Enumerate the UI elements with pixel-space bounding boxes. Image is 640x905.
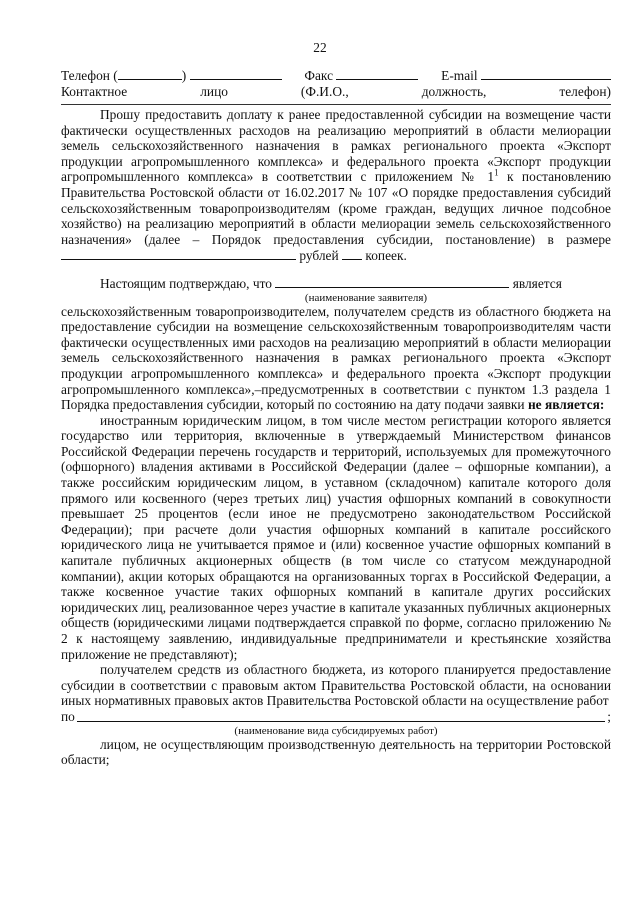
applicant-name-blank (275, 275, 509, 288)
contact-person-line (61, 84, 611, 100)
fax-field (304, 67, 418, 84)
confirm-bold: не является: (527, 397, 605, 413)
foreign-entity-paragraph: иностранным юридическим лицом, в том числе местом регистрации которого является государство или территория, включенные в утверждаемый Министерством финансов Российской Федерации перечень государств и территорий, используемых для промежуточного (офшорного) владения активами в Российской Федерации (далее – офшорные компании), а также российским юридическим лицом, в уставном (складочном) капитале которого доля прямого или косвенного (через третьих лиц) участия офшорных компаний в совокупности превышает 25 процентов (если иное не предусмотрено законодательством Российской Федерации); при расчете доли участия офшорных компаний в капитале российского юридического лица не учитывается прямое и (или) косвенное участие офшорных компаний в капитале публичных акционерных обществ (в том числе со статусом международной компании), акции которых обращаются на организованных торгах в Российской Федерации, а также косвенное участие таких офшорных компаний в капитале других российских юридических лиц, реализованное через участие в капитале указанных публичных акционерных обществ (юридическими лицами подтверждается справкой по форме, согласно приложению № 2 к настоящему заявлению, индивидуальные предприниматели и крестьянские хозяйства приложение не представляют); (61, 412, 611, 662)
works-blank (77, 709, 605, 722)
phone-word: телефон) (559, 83, 611, 99)
email-blank (481, 67, 611, 80)
spacer (61, 264, 611, 275)
phone-number-blank (190, 67, 282, 80)
recipient-paragraph: получателем средств из областного бюджета, из которого планируется предоставление субсидии в соответствии с правовым актом Правительства Ростовской области, на основании иных нормативных правовых актов Правительства Ростовской области на осуществление работ (61, 662, 611, 709)
confirm-line (61, 275, 611, 292)
contact-separator-line (61, 104, 611, 105)
confirm-text: сельскохозяйственным товаропроизводителем, получателем средств из областного бюджета на предоставление субсидии на возмещение сельскохозяйственным товаропроизводителям части фактически осуществленных ими расходов на реализацию мероприятий в области мелиорации земель сельскохозяйственного назначения в рамках регионального проекта «Экспорт продукции агропромышленного комплекса» и федерального проекта «Экспорт продукции агропромышленного комплекса»,–предусмотренных в соответствии с пунктом 1.3 раздела 1 Порядка предоставления субсидии, который по состоянию на дату подачи заявки (61, 303, 611, 413)
request-text-a: Прошу предоставить доплату к ранее предоставленной субсидии на возмещение части фактически осуществленных расходов на реализацию мероприятий в области мелиорации земель сельскохозяйственного назначения в рамках регионального проекта «Экспорт продукции агропромышленного комплекса» и федерального проекта «Экспорт продукции агропромышленного комплекса» в соответствии с приложением № (61, 107, 611, 185)
phone-code-blank (118, 67, 182, 80)
kop-label: копеек. (365, 248, 407, 264)
applicant-caption: (наименование заявителя) (304, 291, 428, 304)
confirm-prefix: Настоящим подтверждаю, что (100, 275, 272, 291)
works-caption: (наименование вида субсидируемых работ) (234, 724, 438, 737)
fax-label: Факс (304, 68, 334, 83)
request-paragraph (61, 107, 611, 264)
email-field (441, 67, 611, 84)
fax-blank (336, 67, 418, 80)
fio-label: (Ф.И.О., (300, 83, 349, 99)
contact-person-label: Контактное (61, 83, 128, 99)
email-label: E-mail (441, 68, 478, 83)
last-paragraph: лицом, не осуществляющим производственную деятельность на территории Ростовской области; (61, 736, 611, 768)
document-body (61, 107, 611, 768)
phone-label: Телефон ( (61, 68, 118, 83)
page-number: 22 (313, 40, 327, 55)
works-end: ; (607, 708, 611, 724)
phone-field (61, 67, 282, 84)
confirm-suffix: является (512, 275, 562, 291)
confirm-paragraph (61, 304, 611, 413)
position-label: должность, (421, 83, 487, 99)
phone-close: ) (181, 68, 187, 83)
annex-number: 1 (487, 169, 495, 185)
rub-label: рублей (299, 248, 339, 264)
person-word: лицо (200, 83, 228, 99)
works-line (61, 709, 611, 725)
po-label: по (61, 708, 75, 724)
contact-line (61, 67, 611, 84)
annex-superscript: 1 (494, 167, 499, 178)
amount-rub-blank (61, 247, 296, 260)
contact-block (61, 67, 611, 99)
amount-kop-blank (342, 247, 362, 260)
request-text-b: к постановлению Правительства Ростовской области от 16.02.2017 № 107 «О порядке предоставления субсидий сельскохозяйственным товаропроизводителям (кроме граждан, ведущих личное подсобное хозяйство) на реализацию мероприятий в области мелиорации земель сельскохозяйственного назначения» (далее – Порядок предоставления субсидии, постановление) в размере (61, 169, 611, 247)
